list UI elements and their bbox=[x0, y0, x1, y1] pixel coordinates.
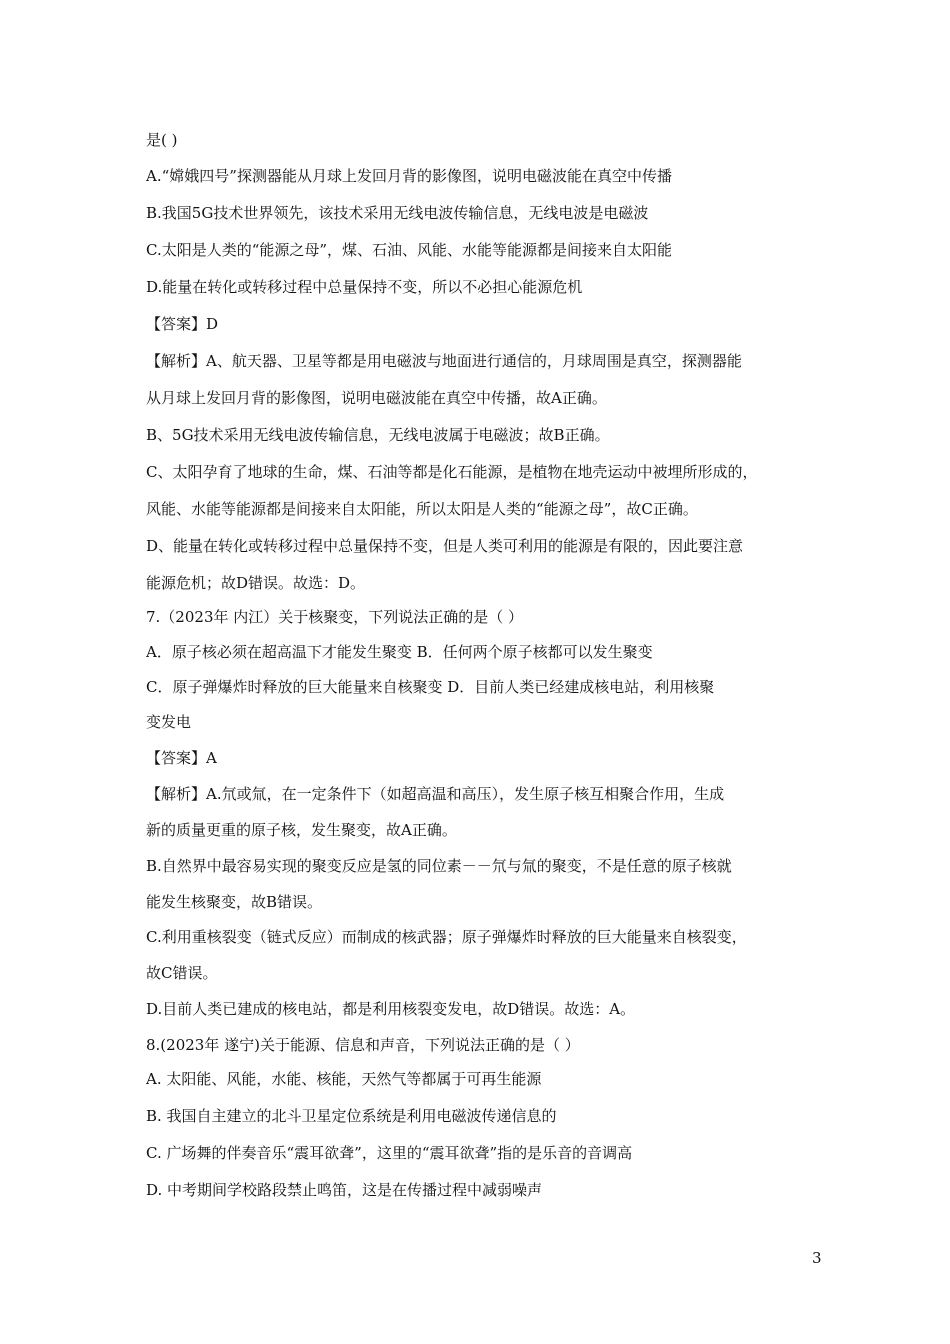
question-line: 7.（2023年 内江）关于核聚变，下列说法正确的是（ ） bbox=[146, 608, 524, 626]
text-line: 能源危机；故D错误。故选：D。 bbox=[146, 574, 366, 592]
text-line: A.“嫦娥四号”探测器能从月球上发回月背的影像图，说明电磁波能在真空中传播 bbox=[146, 167, 672, 185]
question-line: 8.(2023年 遂宁)关于能源、信息和声音，下列说法正确的是（ ） bbox=[146, 1036, 580, 1054]
text-line: D、能量在转化或转移过程中总量保持不变，但是人类可利用的能源是有限的，因此要注意 bbox=[146, 537, 744, 555]
text-line: C.利用重核裂变（链式反应）而制成的核武器；原子弹爆炸时释放的巨大能量来自核裂变， bbox=[146, 928, 747, 946]
text-line: D.能量在转化或转移过程中总量保持不变，所以不必担心能源危机 bbox=[146, 278, 583, 296]
text-line: C. 广场舞的伴奏音乐“震耳欲聋”，这里的“震耳欲聋”指的是乐音的音调高 bbox=[146, 1144, 633, 1162]
text-line: 故C错误。 bbox=[146, 964, 218, 982]
page-number: 3 bbox=[812, 1249, 822, 1267]
text-line: B.我国5G技术世界领先，该技术采用无线电波传输信息，无线电波是电磁波 bbox=[146, 204, 649, 222]
text-line: 从月球上发回月背的影像图，说明电磁波能在真空中传播，故A正确。 bbox=[146, 389, 607, 407]
text-line: 变发电 bbox=[146, 713, 192, 731]
answer-line: 【答案】D bbox=[146, 315, 219, 333]
text-line: B. 我国自主建立的北斗卫星定位系统是利用电磁波传递信息的 bbox=[146, 1107, 557, 1125]
text-line: B、5G技术采用无线电波传输信息，无线电波属于电磁波；故B正确。 bbox=[146, 426, 610, 444]
text-line: C．原子弹爆炸时释放的巨大能量来自核聚变 D．目前人类已经建成核电站，利用核聚 bbox=[146, 678, 715, 696]
analysis-line: 【解析】A.氘或氚，在一定条件下（如超高温和高压），发生原子核互相聚合作用，生成 bbox=[146, 785, 725, 803]
answer-line: 【答案】A bbox=[146, 749, 217, 767]
text-line: A．原子核必须在超高温下才能发生聚变 B．任何两个原子核都可以发生聚变 bbox=[146, 643, 653, 661]
text-line: C、太阳孕育了地球的生命，煤、石油等都是化石能源，是植物在地壳运动中被埋所形成的， bbox=[146, 463, 758, 481]
text-line: 新的质量更重的原子核，发生聚变，故A正确。 bbox=[146, 821, 457, 839]
text-line: A. 太阳能、风能，水能、核能，天然气等都属于可再生能源 bbox=[146, 1070, 542, 1088]
text-line: D.目前人类已建成的核电站，都是利用核裂变发电，故D错误。故选：A。 bbox=[146, 1000, 636, 1018]
text-line: B.自然界中最容易实现的聚变反应是氢的同位素－－氘与氚的聚变，不是任意的原子核就 bbox=[146, 857, 732, 875]
text-line: 风能、水能等能源都是间接来自太阳能，所以太阳是人类的“能源之母”，故C正确。 bbox=[146, 500, 698, 518]
text-line: 是( ) bbox=[146, 131, 178, 149]
text-line: 能发生核聚变，故B错误。 bbox=[146, 893, 323, 911]
text-line: C.太阳是人类的“能源之母”，煤、石油、风能、水能等能源都是间接来自太阳能 bbox=[146, 241, 673, 259]
text-line: D. 中考期间学校路段禁止鸣笛，这是在传播过程中减弱噪声 bbox=[146, 1181, 543, 1199]
analysis-line: 【解析】A、航天器、卫星等都是用电磁波与地面进行通信的，月球周围是真空，探测器能 bbox=[146, 352, 742, 370]
